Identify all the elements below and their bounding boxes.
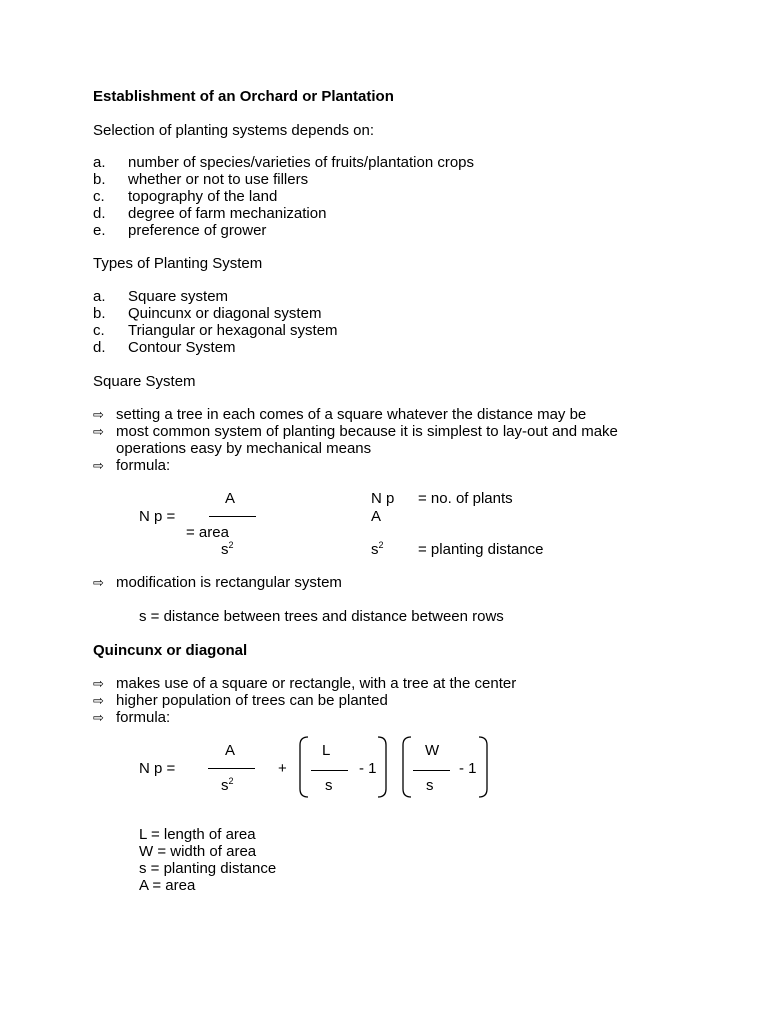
bullet-text: formula:: [116, 457, 171, 474]
bullet-item: [93, 574, 653, 591]
selection-intro: Selection of planting systems depends on:: [93, 122, 375, 139]
formula-w-numerator: W: [425, 742, 440, 759]
exponent: 2: [378, 540, 384, 550]
list-text: preference of grower: [128, 222, 267, 239]
formula-plus: +: [278, 760, 287, 777]
fraction-bar: [208, 768, 255, 769]
list-marker: b.: [93, 305, 106, 322]
formula-lhs: N p =: [139, 760, 176, 777]
list-marker: a.: [93, 154, 106, 171]
list-text: Contour System: [128, 339, 236, 356]
legend-s-symbol: $s^2$: [371, 540, 384, 558]
formula-minus-one: - 1: [359, 760, 377, 777]
legend-np-def: = no. of plants: [418, 490, 513, 507]
quincunx-heading: Quincunx or diagonal: [93, 642, 248, 659]
fraction-bar: [209, 516, 256, 517]
list-text: Triangular or hexagonal system: [128, 322, 338, 339]
right-arrow-icon: ⇨: [93, 575, 104, 590]
legend-line: s = planting distance: [139, 860, 277, 877]
right-arrow-icon: ⇨: [93, 424, 104, 439]
bullet-text: modification is rectangular system: [116, 574, 342, 591]
formula-l-numerator: L: [322, 742, 331, 759]
list-marker: e.: [93, 222, 106, 239]
fraction-bar: [413, 770, 450, 771]
formula-mid: = area: [186, 524, 229, 541]
list-text: degree of farm mechanization: [128, 205, 327, 222]
list-marker: b.: [93, 171, 106, 188]
bullet-text: formula:: [116, 709, 171, 726]
bullet-item: [93, 423, 653, 457]
legend-line: W = width of area: [139, 843, 257, 860]
legend-line: A = area: [139, 877, 196, 894]
legend-line: L = length of area: [139, 826, 256, 843]
legend-np-symbol: N p: [371, 490, 395, 507]
bullet-item: [93, 406, 653, 423]
right-arrow-icon: ⇨: [93, 710, 104, 725]
formula-denominator: $s^2$: [221, 540, 234, 558]
page-title: Establishment of an Orchard or Plantation: [93, 88, 394, 105]
list-text: Square system: [128, 288, 229, 305]
bullet-text: most common system of planting because it is simplest to lay-out and make operations easy by mechanical means: [116, 423, 618, 457]
bullet-item: [93, 692, 653, 709]
s-note: s = distance between trees and distance between rows: [139, 608, 504, 625]
right-arrow-icon: ⇨: [93, 407, 104, 422]
list-marker: a.: [93, 288, 106, 305]
bracket-group-w: [401, 735, 491, 799]
bullet-text: makes use of a square or rectangle, with a tree at the center: [116, 675, 517, 692]
exponent: 2: [228, 540, 234, 550]
bullet-text: higher population of trees can be planted: [116, 692, 388, 709]
right-arrow-icon: ⇨: [93, 676, 104, 691]
formula-a-numerator: A: [225, 742, 236, 759]
bullet-item: [93, 457, 653, 474]
formula-a-denominator: $s^2$: [221, 776, 234, 794]
list-marker: d.: [93, 205, 106, 222]
formula-numerator: A: [225, 490, 236, 507]
bullet-item: [93, 709, 653, 726]
bullet-text: setting a tree in each comes of a square whatever the distance may be: [116, 406, 587, 423]
list-marker: c.: [93, 322, 105, 339]
formula-minus-one: - 1: [459, 760, 477, 777]
list-text: Quincunx or diagonal system: [128, 305, 322, 322]
formula-lhs: N p =: [139, 508, 176, 525]
formula-l-denominator: s: [325, 777, 333, 794]
fraction-bar: [311, 770, 348, 771]
bullet-item: [93, 675, 653, 692]
exponent: 2: [228, 776, 234, 786]
legend-s-def: = planting distance: [418, 541, 544, 558]
list-text: number of species/varieties of fruits/plantation crops: [128, 154, 475, 171]
square-heading: Square System: [93, 373, 196, 390]
types-heading: Types of Planting System: [93, 255, 263, 272]
right-arrow-icon: ⇨: [93, 458, 104, 473]
list-text: topography of the land: [128, 188, 278, 205]
legend-a-symbol: A: [371, 508, 382, 525]
right-arrow-icon: ⇨: [93, 693, 104, 708]
list-marker: c.: [93, 188, 105, 205]
list-marker: d.: [93, 339, 106, 356]
formula-w-denominator: s: [426, 777, 434, 794]
list-text: whether or not to use fillers: [128, 171, 309, 188]
